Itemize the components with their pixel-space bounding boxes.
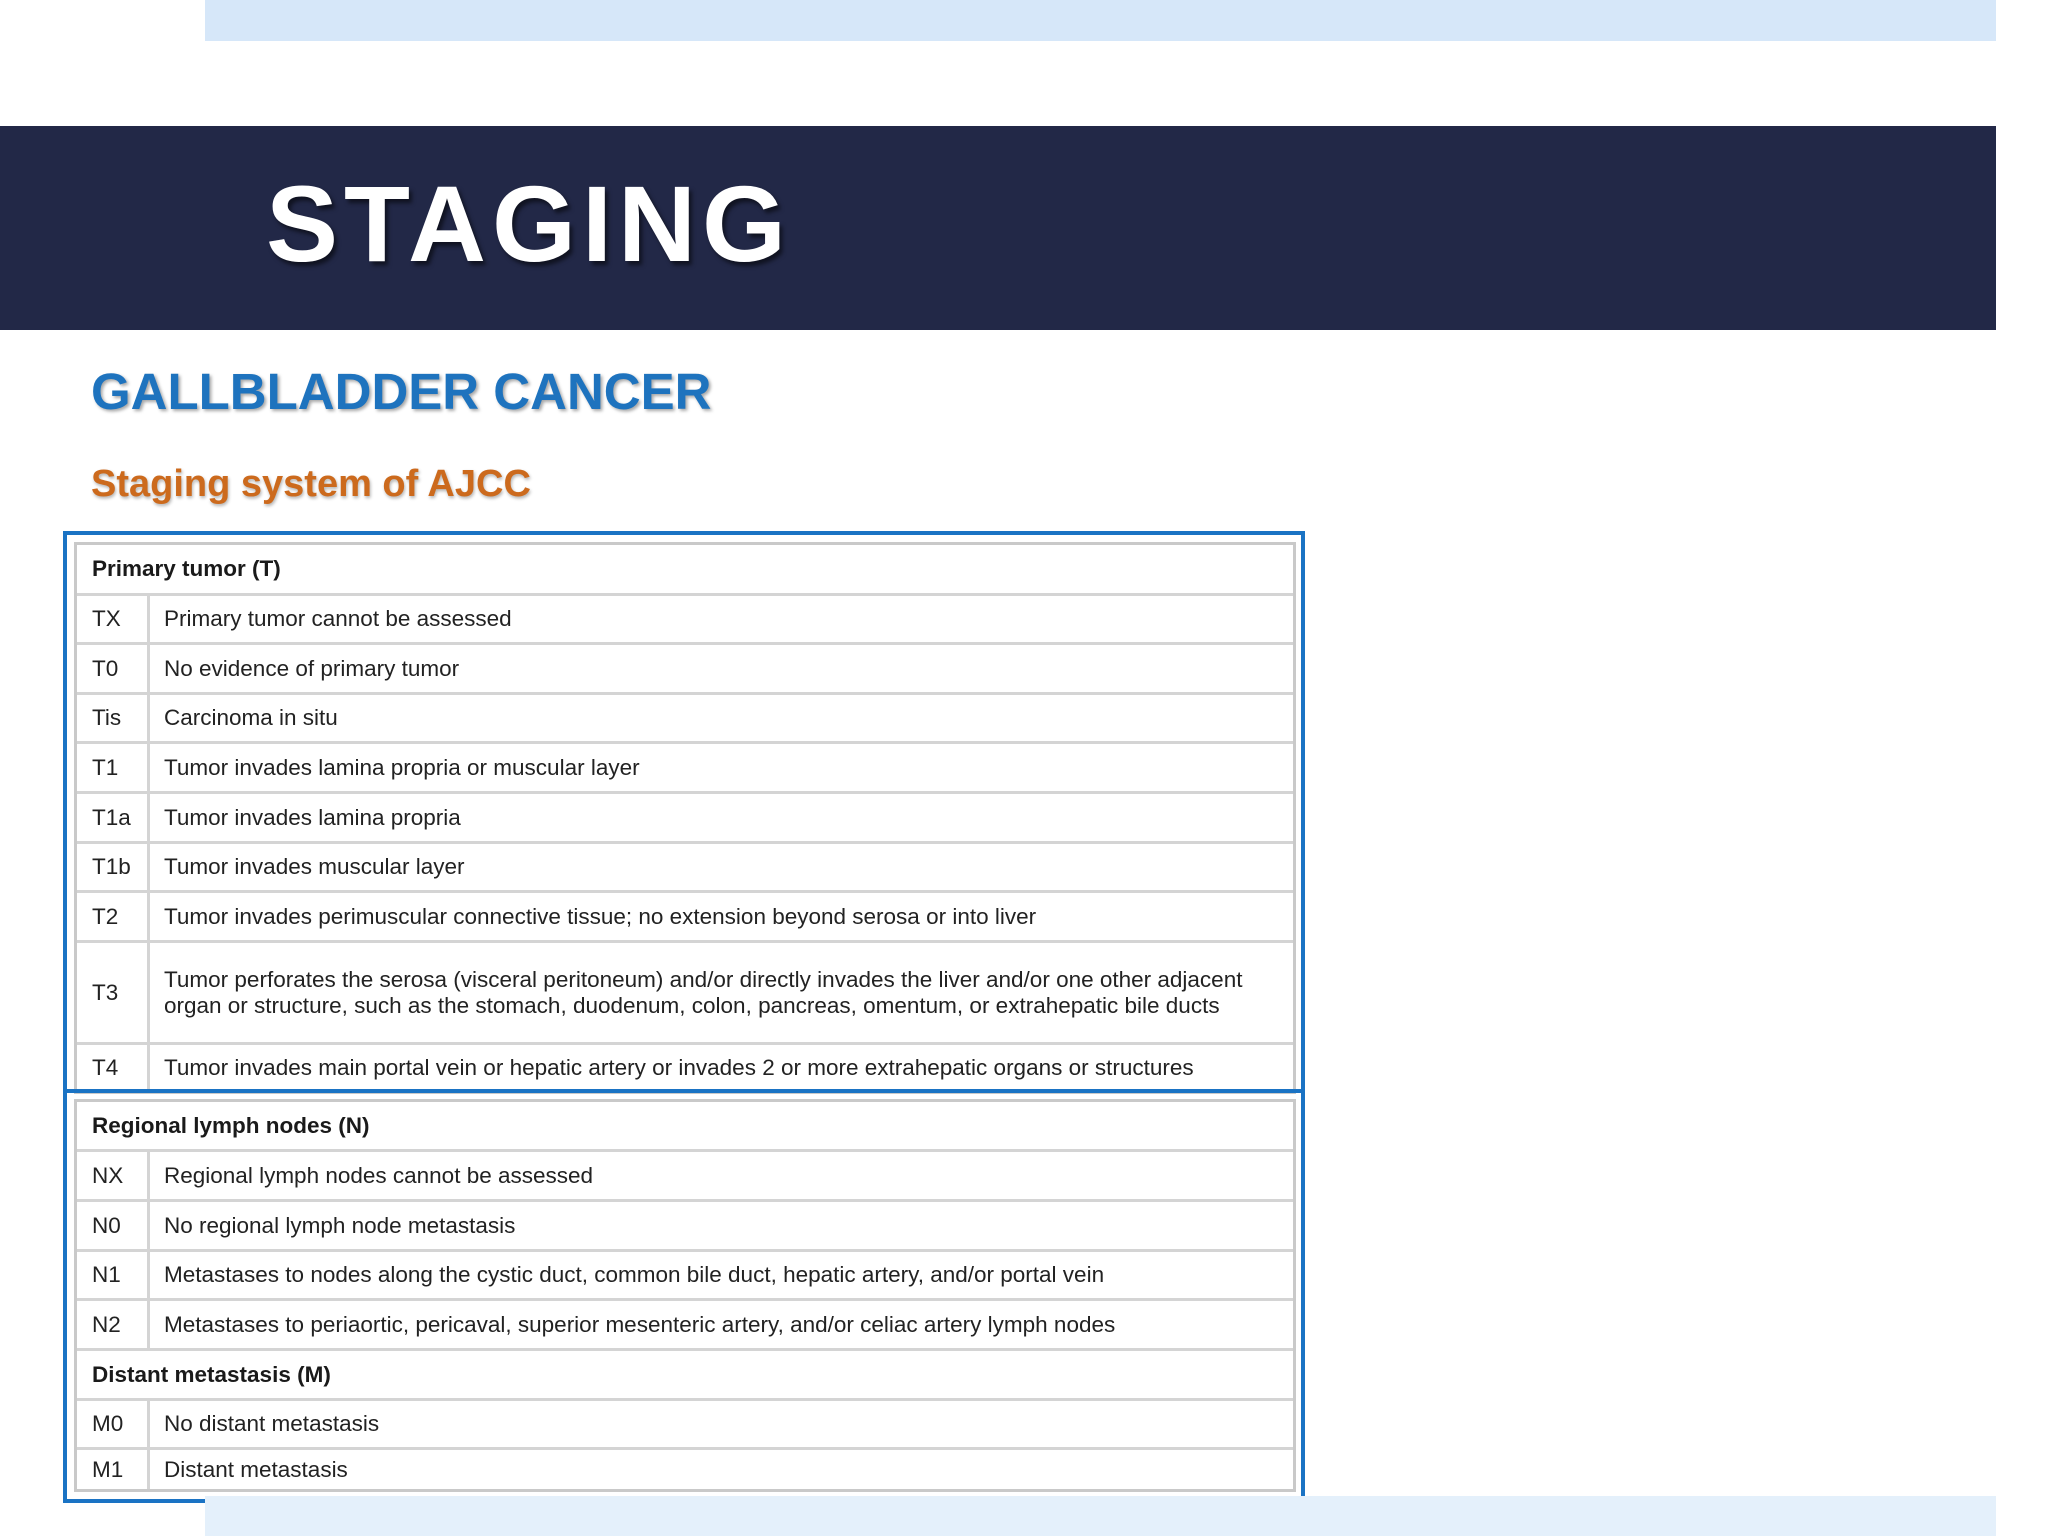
stage-code: Tis	[92, 705, 122, 730]
primary-tumor-section	[74, 542, 1296, 1094]
table-row	[77, 1450, 1293, 1489]
table-row	[77, 1401, 1293, 1450]
stage-description: No regional lymph node metastasis	[147, 1202, 1293, 1249]
stage-description: Metastases to nodes along the cystic duct, common bile duct, hepatic artery, and/or portal vein	[147, 1252, 1293, 1298]
table-row	[77, 1301, 1293, 1351]
table-row	[77, 893, 1293, 943]
stage-description: Carcinoma in situ	[147, 695, 1293, 741]
stage-code: T3	[92, 979, 119, 1005]
stage-code: N2	[92, 1311, 121, 1337]
primary-tumor-header: Primary tumor (T)	[77, 545, 1293, 596]
table-row	[77, 844, 1293, 893]
table-row	[77, 794, 1293, 844]
stage-description: Tumor invades muscular layer	[147, 844, 1293, 890]
distant-metastasis-header: Distant metastasis (M)	[77, 1351, 1293, 1401]
table-row	[77, 1202, 1293, 1252]
stage-description: Tumor invades lamina propria	[147, 794, 1293, 841]
page-heading: GALLBLADDER CANCER	[91, 363, 712, 420]
stage-description: Tumor perforates the serosa (visceral peritoneum) and/or directly invades the liver and/or one other adjacent organ or structure, such as the stomach, duodenum, colon, pancreas, omentum, or extrahepatic bile ducts	[147, 943, 1293, 1042]
staging-table	[63, 531, 1305, 1503]
slide-title: STAGING	[266, 163, 792, 284]
stage-code: T1a	[92, 804, 131, 830]
stage-code: M1	[92, 1456, 124, 1482]
table-row	[77, 744, 1293, 794]
stage-code: T1	[92, 754, 119, 780]
stage-description: Tumor invades perimuscular connective tissue; no extension beyond serosa or into liver	[147, 893, 1293, 940]
section-divider	[67, 1089, 1301, 1093]
stage-description: Tumor invades lamina propria or muscular layer	[147, 744, 1293, 791]
stage-code: M0	[92, 1411, 124, 1436]
stage-code: T4	[92, 1055, 119, 1080]
table-row	[77, 1252, 1293, 1301]
stage-description: No distant metastasis	[147, 1401, 1293, 1447]
stage-code: T1b	[92, 854, 131, 879]
stage-description: No evidence of primary tumor	[147, 645, 1293, 692]
stage-description: Distant metastasis	[147, 1450, 1293, 1489]
table-row	[77, 596, 1293, 645]
page-subheading: Staging system of AJCC	[91, 463, 531, 505]
stage-code: NX	[92, 1162, 124, 1188]
table-row	[77, 1045, 1293, 1091]
stage-description: Regional lymph nodes cannot be assessed	[147, 1152, 1293, 1199]
stage-code: N1	[92, 1262, 121, 1287]
table-row	[77, 943, 1293, 1045]
stage-description: Primary tumor cannot be assessed	[147, 596, 1293, 642]
stage-code: T0	[92, 655, 119, 681]
regional-nodes-header: Regional lymph nodes (N)	[77, 1102, 1293, 1152]
stage-code: TX	[92, 606, 121, 631]
table-row	[77, 1152, 1293, 1202]
stage-description: Metastases to periaortic, pericaval, superior mesenteric artery, and/or celiac artery lymph nodes	[147, 1301, 1293, 1348]
stage-code: T2	[92, 903, 119, 929]
top-decorative-strip	[205, 0, 1996, 41]
bottom-decorative-strip	[205, 1496, 1996, 1536]
stage-code: N0	[92, 1212, 121, 1238]
table-row	[77, 695, 1293, 744]
stage-description: Tumor invades main portal vein or hepatic artery or invades 2 or more extrahepatic organs or structures	[147, 1045, 1293, 1091]
table-row	[77, 645, 1293, 695]
nodes-metastasis-section	[74, 1099, 1296, 1492]
